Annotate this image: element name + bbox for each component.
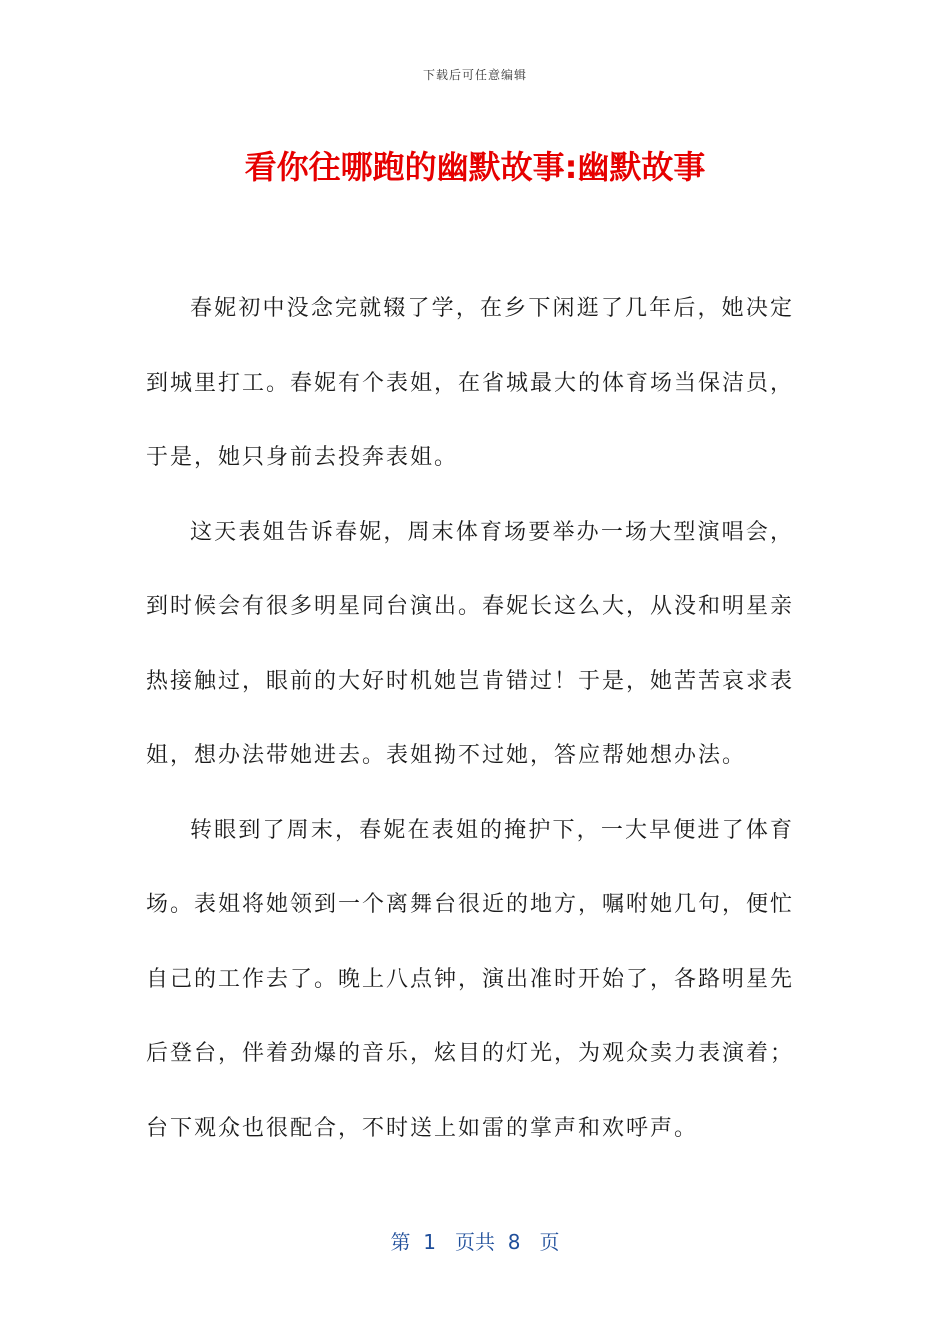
current-page-number: 1 bbox=[423, 1230, 436, 1254]
footer-prefix: 第 bbox=[390, 1230, 411, 1254]
header-note: 下载后可任意编辑 bbox=[422, 68, 527, 82]
total-pages-number: 8 bbox=[507, 1230, 521, 1254]
footer-middle: 页共 bbox=[455, 1230, 495, 1254]
page-footer bbox=[0, 1226, 950, 1255]
page-title: 看你往哪跑的幽默故事:幽默故事 bbox=[244, 148, 706, 186]
paragraph: 春妮初中没念完就辍了学，在乡下闲逛了几年后，她决定到城里打工。春妮有个表姐，在省城最大的体育场当保洁员，于是，她只身前去投奔表姐。 bbox=[146, 296, 795, 470]
footer-suffix: 页 bbox=[539, 1230, 560, 1254]
paragraph: 这天表姐告诉春妮，周末体育场要举办一场大型演唱会，到时候会有很多明星同台演出。春妮长这么大，从没和明星亲热接触过，眼前的大好时机她岂肯错过！于是，她苦苦哀求表姐，想办法带她进去。表姐拗不过她，答应帮她想办法。 bbox=[146, 519, 795, 768]
document-body bbox=[146, 272, 794, 1166]
paragraph: 转眼到了周末，春妮在表姐的掩护下，一大早便进了体育场。表姐将她领到一个离舞台很近的地方，嘱咐她几句，便忙自己的工作去了。晚上八点钟，演出准时开始了，各路明星先后登台，伴着劲爆的音乐，炫目的灯光，为观众卖力表演着；台下观众也很配合，不时送上如雷的掌声和欢呼声。 bbox=[146, 817, 795, 1141]
